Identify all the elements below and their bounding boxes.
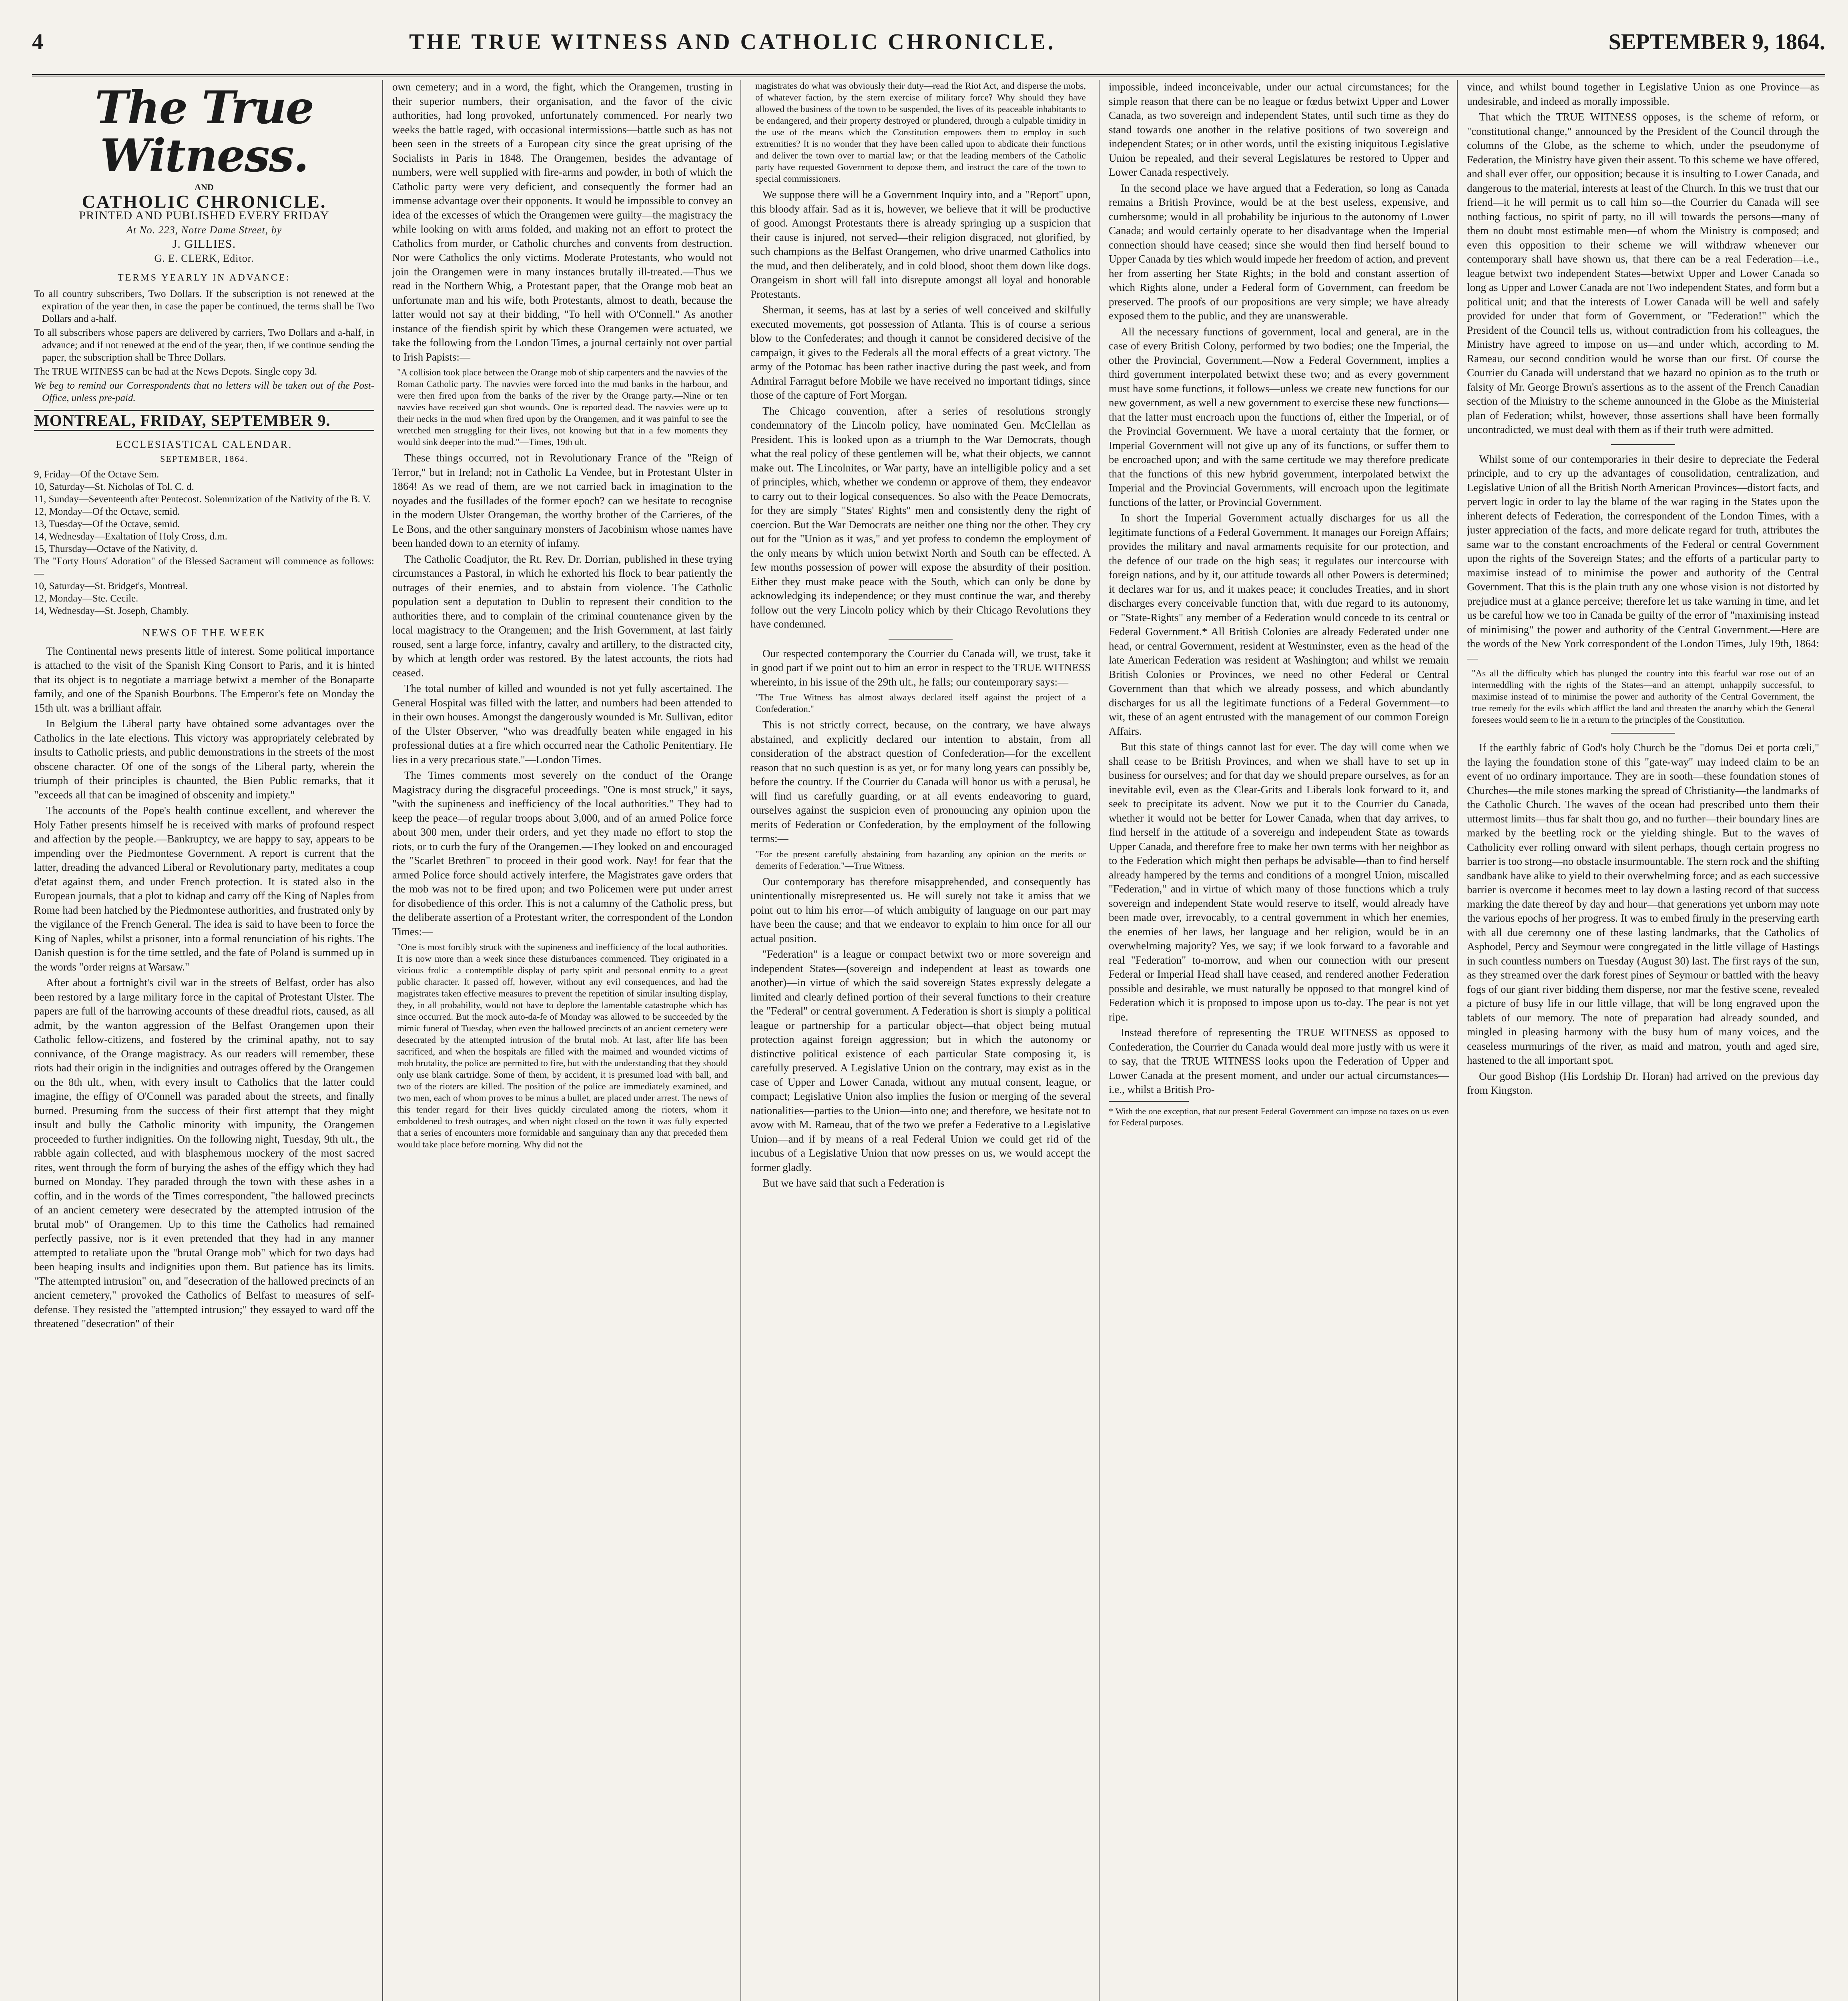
column-5 [1467, 80, 1819, 2001]
calendar-list [34, 468, 374, 617]
article-paragraph: In short the Imperial Government actually discharges for us all the legitimate functions of a Federal Government. It manages our Foreign Affairs; provides the military and naval armaments requisite for our protection, and the defence of our trade on the high seas; it regulates our intercourse with foreign nations, and by it, our attitude towards all other Powers is determined; it declares war for us, and it makes peace; it concludes Treaties, and in short discharges every conceivable function that, with due regard to its autonomy, or "State-Rights" any member of a Federation would concede to its central or Federal Government.* All British Colonies are already Federated under one head, or central Government, resident at Westminster, even as the head of the late American Federation was resident at Washington; and whilst we remain British Colonies or Provinces, we need no other Federal or Central Government than that which we already possess, and which abundantly discharges for us all the legitimate functions of a Federal Government—to wit, these of an agent entrusted with the management of our common Foreign Affairs. [1109, 512, 1449, 737]
article-paragraph: Instead therefore of representing the TRUE WITNESS as opposed to Confederation, the Courrier du Canada would deal more justly with us were it to say, that the TRUE WITNESS looks upon the Federation of Upper and Lower Canada at the present moment, and under our actual circumstances—i.e., whilst a British Pro- [1109, 1027, 1449, 1095]
article-paragraph: The Chicago convention, after a series of resolutions strongly condemnatory of the Lincoln policy, have nominated Gen. McClellan as President. This is looked upon as a triumph to the War Democrats, though what the real policy of these gentlemen will be, what their objects, we cannot make out. The Lincolnites, or War party, have an intelligible policy and a set of principles, which, whether we condemn or approve of them, they endeavor to carry out to their logical consequences. So also with the Peace Democrats, for they are simply "States' Rights" men and consistently deny the right of coercion. But the War Democrats are neither one thing nor the other. They cry out for the "Union as it was," and yet profess to condemn the employment of the only means by which union betwixt North and South can be effected. A few months possession of power will expose the absurdity of their position. Either they must make peace with the South, which can only be done by acknowledging its independence; or they must continue the war, and thereby follow out the very Lincoln policy which by their Chicago Revolutions they have condemned. [750, 405, 1091, 630]
article-paragraph: Our respected contemporary the Courrier du Canada will, we trust, take it in good part if we point out to him an error in respect to the TRUE WITNESS whereinto, in his issue of the 29th ult., he falls; our contemporary says:— [750, 647, 1091, 688]
article-paragraph: vince, and whilst bound together in Legislative Union as one Province—as undesirable, and indeed as morally impossible. [1467, 81, 1819, 107]
article-paragraph: The accounts of the Pope's health continue excellent, and wherever the Holy Father presents himself he is received with marks of profound respect and affection by the people.—Bankruptcy, we are happy to say, appears to be impending over the Piedmontese Government. A report is current that the latter, dreading the advanced Liberal or Revolutionary party, meditates a coup d'etat against them, and under French protection. It is stated also in the European journals, that a plot to kidnap and carry off the King of Naples from Rome had been hatched by the Piedmontese authorities, and frustrated only by the vigilance of the French General. The idea is said to have been to force the King of Naples, whilst a prisoner, into a formal renunciation of his rights. The Danish question is for the time settled, and the fate of Poland is summed up in the words "order reigns at Warsaw." [34, 804, 374, 973]
article-paragraph: All the necessary functions of government, local and general, are in the case of every British Colony, performed by two bodies; one the Imperial, the other the Provincial, Government.—Now a Federal Government, implies a third government interpolated betwixt these two; and as every government must have some functions, it follows—unless we create new functions for our new government, as well a new government to exercise these new functions—that the latter must encroach upon the functions of, either the Imperial, or of the Provincial Government. We have a moral certainty that the former, or Imperial Government will not give up any of its functions, or suffer them to be encroached upon; and with the same certitude we may therefore predicate that the functions of this new hybrid government, interpolated betwixt the Imperial and the Provincial Governments, will encroach upon the legitimate functions of the latter, or Provincial Government. [1109, 325, 1449, 508]
article-paragraph: Our good Bishop (His Lordship Dr. Horan) had arrived on the previous day from Kingston. [1467, 1070, 1819, 1096]
terms-item: The TRUE WITNESS can be had at the News Depots. Single copy 3d. [34, 366, 317, 377]
article-paragraph: But we have said that such a Federation is [762, 1177, 945, 1189]
article-paragraph: The Catholic Coadjutor, the Rt. Rev. Dr. Dorrian, published in these trying circumstances a Pastoral, in which he exhorted his flock to bear patiently the outrages of their enemies, and to abstain from violence. The Catholic population sent a deputation to Dublin to represent their condition to the authorities there, and to complain of the criminal countenance given by the local magistracy to the Orangemen; and the Irish Government, at last fairly roused, sent a large force, infantry, cavalry and artillery, to the distracted city, by which at length order was restored. By the latest accounts, the riots had ceased. [392, 553, 732, 679]
quotation: magistrates do what was obviously their duty—read the Riot Act, and disperse the mobs, of whatever faction, by the stern exercise of military force? Why should they have allowed the business of the town to be suspended, the lives of its peaceable inhabitants to be endangered, and their property destroyed or plundered, through a culpable timidity in the use of the means which the Constitution empowers them to employ in such extremities? It is no wonder that they have been called upon to abdicate their functions and deliver the town over to martial law; or that the leading members of the Catholic party have requested Government to depose them, and instruct the care of the town to special commissioners. [755, 81, 1086, 184]
article-paragraph: The total number of killed and wounded is not yet fully ascertained. The General Hospital was filled with the latter, and numbers had been attended to in their own houses. Amongst the dangerously wounded is Mr. Sullivan, editor of the Ulster Observer, "who was dreadfully beaten while engaged in his professional duties at a fire which occurred near the Catholic Penitentiary. He lies in a very precarious state."—London Times. [392, 682, 732, 766]
calendar-month: SEPTEMBER, 1864. [160, 453, 248, 464]
article-separator [889, 639, 953, 640]
calendar-heading: ECCLESIASTICAL CALENDAR. [116, 439, 293, 450]
article-paragraph: Our contemporary has therefore misapprehended, and consequently has unintentionally misrepresented us. He will surely not take it amiss that we point out to him his error—of which ambiguity of language on our part may have been the cause; and that we endeavor to explain to him once for all our actual position. [750, 875, 1091, 944]
calendar-item: 14, Wednesday—St. Joseph, Chambly. [34, 606, 189, 616]
article-paragraph: This is not strictly correct, because, on the contrary, we have always abstained, and explicitly declared our intention to abstain, from all consideration of the abstract question of Confederation—for the excellent reason that no such question is as yet, or for many long years can possibly be, before the country. If the Courrier du Canada will honor us with a perusal, he will find us carefully guarding, or at all events endeavoring to guard, ourselves against the suspicion even of pronouncing any opinion upon the merits of Federation or Confederation, by the employment of the following terms:— [750, 719, 1091, 844]
quotation: "The True Witness has almost always declared itself against the project of a Confederation." [755, 692, 1086, 714]
column-divider [1457, 80, 1458, 2001]
article-paragraph: Sherman, it seems, has at last by a series of well conceived and skilfully executed movements, got possession of Atlanta. This is of course a serious blow to the Confederates; and though it cannot be considered decisive of the campaign, it gives to the Federals all the moral effects of a great victory. The army of the Potomac has been rather inactive during the past week, and from Admiral Farragut before Mobile we have received no important tidings, since those of the capture of Fort Morgan. [750, 304, 1091, 401]
column-divider [740, 80, 741, 2001]
newspaper-running-title: THE TRUE WITNESS AND CATHOLIC CHRONICLE. [409, 30, 1056, 54]
calendar-item: 14, Wednesday—Exaltation of Holy Cross, d.m. [34, 531, 227, 542]
article-paragraph: These things occurred, not in Revolutionary France of the "Reign of Terror," but in Ireland; not in Catholic La Vendee, but in Protestant Ulster in 1864! As we read of them, are we not carried back in imagination to the noyades and the fusillades of the former epoch? can we hesitate to recognise in the modern Ulster Orangeman, the worthy brother of the Carrieres, of the Le Bons, and the other sanguinary monsters of Jacobinism whose names have been handed down to an eternity of infamy. [392, 452, 732, 549]
quotation: "For the present carefully abstaining from hazarding any opinion on the merits or demerits of Federation."—True Witness. [755, 849, 1086, 871]
column-1 [34, 80, 374, 2001]
calendar-item: 15, Thursday—Octave of the Nativity, d. [34, 543, 198, 554]
article-paragraph: If the earthly fabric of God's holy Church be the "domus Dei et porta cœli," the laying the foundation stone of this "gate-way" may indeed claim to be an event of no ordinary importance. They are in sooth—these foundation stones of Churches—the mile stones marking the spread of Christianity—the landmarks of the Catholic Church. The waves of the ocean had prescribed unto them their uttermost limits—thus far shalt thou go, and no further—their boundary lines are marked by the beetling rock or the yielding shingle. But to the waves of Catholicity ever rolling onward with silent perhaps, though certain progress no barrier is too strong—no obstacle insurmountable. The stern rock and the shifting sandbank have alike to yield to their overwhelming force; and as each successive barrier is overcome it becomes meet to lay down a lasting record of that success marking the date thereof by day and hour—that generations yet unborn may note the various epochs of her progress. It was to embed firmly in the preserving earth with all due ceremony one of these lasting landmarks, that the Catholics of Asphodel, Percy and Seymour were congregated in the little village of Hastings in such countless numbers on Tuesday (August 30) last. The first rays of the sun, as they streamed over the dark forest pines of Seymour or battled with the heavy fogs of our giant river bidding them disperse, nor mar the festive scene, revealed a picture of busy life in our little village, that will be long engraved upon the tablets of our memory. The note of preparation had already sounded, and mingled in pleasing harmony with the busy hum of many voices, and the ceaseless murmurings of the river, as maid and matron, youth and aged sire, hastened to the all important spot. [1467, 742, 1819, 1066]
article-paragraph: That which the TRUE WITNESS opposes, is the scheme of reform, or "constitutional change," announced by the President of the Council through the columns of the Globe, as the scheme to which, under the pseudonyme of Federation, the Ministry have given their assent. To this scheme we have offered, and shall ever offer, our opposition; because it is insulting to Lower Canada, and dangerous to the material, interests at least of the Church. In this we trust that our friend—it he will permit us to call him so—the Courrier du Canada will see nothing factious, no spirit of party, no ill will towards the persons—many of them no doubt most estimable men—of whom the Ministry is composed; and even this opposition to their scheme we will withdraw whenever our contemporary shall have shown us, that there can be a real Federation—i.e., league betwixt two independent States—betwixt Upper and Lower Canada so long as Upper and Lower Canada are not Two independent States, and form but a political unit; and that the interests of Lower Canada will be well and safely provided for under that form of Government, or "Federation!" which the President of the Council tells us, without contradiction from his colleagues, the Ministry have agreed to impose on us—and under which, according to M. Rameau, our second condition would be worse than our first. Of course the Courrier du Canada will understand that we hazard no opinion as to the truth or falsity of Mr. George Brown's assertions as to the assent of the French Canadian section of the Ministry to the scheme announced in the Globe as the Ministerial plan of Federation; whilst, however, those assertions shall have been formally uncontradicted, we must deal with them as if their truth were admitted. [1467, 111, 1819, 435]
article-paragraph: Whilst some of our contemporaries in their desire to depreciate the Federal principle, and to cry up the advantages of consolidation, centralization, and Legislative Union of all the British North American Provinces—distort facts, and pervert logic in order to lay the blame of the war raging in the States upon the inherent defects of Federation, the correspondent of the London Times, with a juster appreciation of the facts, and more delicate regard for truth, attributes the same war to the constant encroachments of the Federal or central Government upon the rights of the Sovereign States; and the efforts of a particular party to maximise instead of to minimise the power and authority of the Central Government. That this is the plain truth any one whose vision is not distorted by prejudice must at a glance perceive; therefore let us take warning in time, and let us be careful how we too in Canada be guilty of the error of "maximising instead of minimising" the power and authority of the Central Government.—Here are the words of the New York correspondent of the London Times, July 19th, 1864:— [1467, 453, 1819, 664]
quotation: "A collision took place between the Orange mob of ship carpenters and the navvies of the Roman Catholic party. The navvies were forced into the mud banks in the harbour, and were then fired upon from the banks of the river by the Orange party.—Nine or ten navvies have received gun shot wounds. One is reported dead. The navvies were up to their necks in the mud when fired upon by the Orangemen, and it was painful to see the wretched men struggling for their lives, not knowing but that in a few moments they would sink deeper into the mud."—Times, 19th ult. [397, 367, 728, 447]
article-paragraph: The Times comments most severely on the conduct of the Orange Magistracy during the disgraceful proceedings. "One is most struck," it says, "with the supineness and inefficiency of the local authorities." They had to keep the peace—of regular troops about 3,000, and of an armed Police force about 300 men, under their orders, and yet they made no effort to stop the riots, or to curb the fury of the Orangemen.—They looked on and encouraged the "Scarlet Brethren" to proceed in their good work. Nay! for fear that the armed Police force should actively interfere, the Magistrates gave orders that the mob was not to be fired upon; and two Policemen were put under arrest for disobedience of this order. This is not a calumny of the Catholic press, but the deliberate assertion of a Protestant writer, the correspondent of the London Times:— [392, 769, 732, 938]
masthead-subtitle: CATHOLIC CHRONICLE. [82, 191, 327, 212]
masthead-printed: PRINTED AND PUBLISHED EVERY FRIDAY [79, 209, 329, 222]
footnote-rule [1109, 1101, 1189, 1102]
article-paragraph: But this state of things cannot last for ever. The day will come when we shall cease to be British Provinces, and when we shall have to set up in business for ourselves; and for that day we should prepare ourselves, as for an inevitable evil, even as the Clear-Grits and Liberals look forward to it, and seek to precipitate its advent. Now we put it to the Courrier du Canada, whether it would not be better for Lower Canada, when that day arrives, to find herself in the attitude of a sovereign and independent State as towards Upper Canada, and therefore free to make her own terms with her neighbor as to the Federation which might then perhaps be advisable—than to find herself already hampered by the terms and conditions of a mongrel Union, miscalled "Federation," and in virtue of which many of those functions which a truly sovereign and independent State would reserve to itself, would already have been made over, irrevocably, to a central government in which her enemies, the enemies of her laws, her language and her religion, would be in an overwhelming majority? Yes, we say; if we look forward to a favorable and real "Federation" to-morrow, and when our connection with our present Federal or Imperial Head shall have ceased, and rendered another Federation possible and desirable, we must naturally be opposed to that mongrel kind of Federation which it is proposed to impose upon us to-day. The pear is not yet ripe. [1109, 741, 1449, 1023]
column-4 [1109, 80, 1449, 2001]
footnote: * With the one exception, that our present Federal Government can impose no taxes on us even for Federal purposes. [1109, 1106, 1449, 1127]
news-heading: NEWS OF THE WEEK [142, 627, 266, 639]
quotation: "One is most forcibly struck with the supineness and inefficiency of the local authorities. It is now more than a week since these disturbances commenced. They originated in a vicious frolic—a contemptible display of party spirit and personal enmity to a great public character. It passed off, however, without any evil consequences, and had the magistrates taken effective measures to prevent the repetition of similar insulting display, they, in all probability, would not have to deplore the lamentable catastrophe which has since occurred. But the mock auto-da-fe of Monday was allowed to be succeeded by the mimic funeral of Tuesday, when even the hallowed precincts of an ancient cemetery were desecrated by the attempted intrusion of the brutal mob. At last, after life has been sacrificed, and when the hospitals are filled with the maimed and wounded victims of mob brutality, the police are permitted to fire, but with the understanding that they should only use blank cartridge. Some of them, by accident, it is presumed load with ball, and two of the rioters are killed. The position of the police are immediately examined, and two men, each of whom proves to be minus a bullet, are placed under arrest. The news of this tender regard for their lives quickly circulated among the rioters, whom it emboldened to fresh outrages, and when night closed on the town it was fully expected that a series of encounters more formidable and sanguinary than any that preceded them would take place before morning. Why did not the [397, 942, 728, 1149]
article-paragraph: impossible, indeed inconceivable, under our actual circumstances; for the simple reason that there can be no league or fœdus betwixt Upper and Lower Canada, as two sovereign and independent States, until such time as they do stand towards one another in the relative positions of two sovereign and independent States; or in other words, until the existing iniquitous Legislative Union be repealed, and their several Legislatures be restored to Upper and Lower Canada respectively. [1109, 81, 1449, 178]
article-separator [1611, 444, 1675, 445]
terms-block [34, 288, 374, 404]
dateline: MONTREAL, FRIDAY, SEPTEMBER 9. [34, 410, 374, 431]
calendar-item: 13, Tuesday—Of the Octave, semid. [34, 519, 180, 529]
running-head [32, 12, 1825, 72]
article-paragraph: In Belgium the Liberal party have obtained some advantages over the Catholics in the late elections. This victory was appropriately celebrated by insults to Catholic priests, and public demonstrations in the streets of the most obscene character. Of one of the songs of the Liberal party, wherein the triumph of their principles is chaunted, the Bien Public remarks, that it "exceeds all that can be imagined of obscenity and impiety." [34, 718, 374, 801]
article-separator [1611, 733, 1675, 734]
article-paragraph: In the second place we have argued that a Federation, so long as Canada remains a British Province, would be at the best useless, expensive, and cumbersome; would in all probability be injurious to the autonomy of Lower Canada; and would certainly operate to her disadvantage when the Imperial connection should have ceased; since she would then find herself bound to Upper Canada by ties which would impede her freedom of action, and prevent her from asserting her State Rights; in the bold and constant assertion of which Rights alone, under a Federal form of Government, can freedom be preserved. The proofs of our propositions are very simple; we have already exposed them to the public, and they are unanswerable. [1109, 182, 1449, 322]
column-divider [1099, 80, 1100, 2001]
calendar-item: 10, Saturday—St. Nicholas of Tol. C. d. [34, 481, 194, 492]
calendar-item: 10, Saturday—St. Bridget's, Montreal. [34, 581, 188, 591]
column-3 [750, 80, 1091, 2001]
article-paragraph: We suppose there will be a Government Inquiry into, and a "Report" upon, this bloody affair. Sad as it is, however, we believe that it will be productive of good. Amongst Protestants there is already springing up a suspicion that their cause is injured, not served—their religion disgraced, not glorified, by such champions as the Belfast Orangemen, who drive unarmed Catholics into the mud, and then deliberately, and in cold blood, shoot them down like dogs. Orangeism in short will fall into disrepute amongst all loyal and honorable Protestants. [750, 188, 1091, 300]
masthead-editor: G. E. CLERK, Editor. [154, 252, 254, 264]
head-rule [32, 74, 1825, 76]
column-2 [392, 80, 732, 2001]
calendar-item: 12, Monday—Of the Octave, semid. [34, 506, 180, 517]
masthead-publisher: J. GILLIES. [172, 237, 236, 251]
page-number: 4 [32, 30, 43, 54]
quotation: "As all the difficulty which has plunged the country into this fearful war rose out of an intermeddling with the rights of the States—and an attempt, unhappily successful, to maximise instead of to minimise the power and authority of the Central Government, the true remedy for the evils which afflict the land and threaten the anarchy which the General foresees would seem to lie in a return to the principles of the Constitution. [1472, 668, 1814, 725]
masthead-address: At No. 223, Notre Dame Street, by [126, 224, 282, 236]
calendar-item: The "Forty Hours' Adoration" of the Blessed Sacrament will commence as follows:— [34, 556, 374, 579]
article-paragraph: own cemetery; and in a word, the fight, which the Orangemen, trusting in their superior numbers, their organisation, and the favor of the civic authorities, had long provoked, unfortunately commenced. For nearly two weeks the battle raged, with occasional intermissions—battle such as has not been seen in the streets of a European city since the great uprising of the Socialists in Paris in 1848. The Orangemen, besides the advantage of numbers, were well supplied with fire-arms and powder, in both of which the Catholic party were very deficient, and consequently the former had an immense advantage over their opponents. It would be impossible to convey an idea of the excesses of which the Orangemen were guilty—the magistracy the while looking on with arms folded, and making not an effort to protect the Catholics from murder, or Catholic churches and convents from destruction. Nor were Catholics the only victims. Moderate Protestants, who would not join the Orangemen were in many instances brutally ill-treated.—Thus we read in the Northern Whig, a Protestant paper, that the Orange mob beat an unfortunate man and his wife, both Protestants, almost to death, because the latter would not say at their bidding, "To hell with O'Connell." As another instance of the fiendish spirit by which these Orangemen were actuated, we take the following from the London Times, a journal certainly not over partial to Irish Papists:— [392, 81, 732, 363]
calendar-item: 9, Friday—Of the Octave Sem. [34, 469, 159, 480]
masthead-and: AND [195, 182, 214, 192]
column-divider [382, 80, 383, 2001]
article-paragraph: "Federation" is a league or compact betwixt two or more sovereign and independent States—(sovereign and independent at least as towards one another)—in virtue of which the said sovereign States expressly delegate a limited and clearly defined portion of their several functions to their creature the "Federal" or central government. A Federation is short is simply a political league or partnership for a particular object—that object being mutual protection against foreign aggression; but in which the autonomy or distinctive political existence of each particular State composing it, is carefully preserved. A Legislative Union on the contrary, may exist as in the case of Upper and Lower Canada, without any mutual consent, league, or compact; Legislative Union also implies the fusion or merging of the several nationalities—parties to the Union—into one; and therefore, we hesitate not to avow with M. Rameau, that of the two we prefer a Federative to a Legislative Union—and if by means of a real Federal Union we could get rid of the incubus of a Legislative Union that now presses on us, we would accept the former gladly. [750, 948, 1091, 1173]
article-paragraph: The Continental news presents little of interest. Some political importance is attached to the visit of the Spanish King Consort to Paris, and it is hinted that its object is to negotiate a marriage betwixt a member of the Bonaparte family, and one of the Spanish Bourbons. The Emperor's fete on Monday the 15th ult. was a brilliant affair. [34, 645, 374, 714]
article-paragraph: After about a fortnight's civil war in the streets of Belfast, order has also been restored by a large military force in the capital of Protestant Ulster. The papers are full of the harrowing accounts of these dreadful riots, caused, as all admit, by the wanton aggression of the Belfast Orangemen upon their Catholic fellow-citizens, and fostered by the criminal apathy, not to say connivance, of the Orange magistracy. As our readers will remember, these riots had their origin in the indignities and outrages offered by the Orangemen on the 8th ult., when, with every insult to Catholics that the latter could imagine, the effigy of O'Connell was paraded about the streets, and finally burned. Presuming from the success of their first attempt that they might insult and bully the Catholic minority with impunity, the Orangemen proceeded to further indignities. On the following night, Tuesday, 9th ult., the rabble again collected, and with blasphemous mockery of the most sacred rites, went through the form of burying the ashes of the effigy which they had burned on Monday. They paraded through the town with these ashes in a coffin, and in the words of the Times correspondent, "the hallowed precincts of an ancient cemetery were desecrated by the attempted intrusion of the brutal mob" of Orangemen. Up to this time the Catholics had remained perfectly passive, nor is it even pretended that they had in any manner attempted to retaliate upon the "brutal Orange mob" which for two days had been heaping insults and indignities upon them. But patience has its limits. "The attempted intrusion" on, and "desecration of the hallowed precincts of an ancient cemetery," provoked the Catholics of Belfast to measures of self-defense. They resisted the "attempted intrusion;" they essayed to ward off the threatened "desecration" of their [34, 976, 374, 1329]
terms-heading: TERMS YEARLY IN ADVANCE: [117, 273, 291, 283]
issue-date: SEPTEMBER 9, 1864. [1608, 30, 1825, 54]
calendar-item: 11, Sunday—Seventeenth after Pentecost. Solemnization of the Nativity of the B. V. [34, 494, 371, 505]
terms-item: To all subscribers whose papers are delivered by carriers, Two Dollars and a-half, in advance; and if not renewed at the end of the year, then, if we continue sending the paper, the subscription shall be Three Dollars. [34, 327, 374, 363]
masthead-title: The True Witness. [95, 82, 313, 182]
calendar-item: 12, Monday—Ste. Cecile. [34, 593, 138, 604]
terms-item: To all country subscribers, Two Dollars. If the subscription is not renewed at the expiration of the year then, in case the paper be continued, the terms shall be Two Dollars and a-half. [34, 288, 374, 324]
terms-item: We beg to remind our Correspondents that no letters will be taken out of the Post-Office, unless pre-paid. [34, 380, 374, 403]
